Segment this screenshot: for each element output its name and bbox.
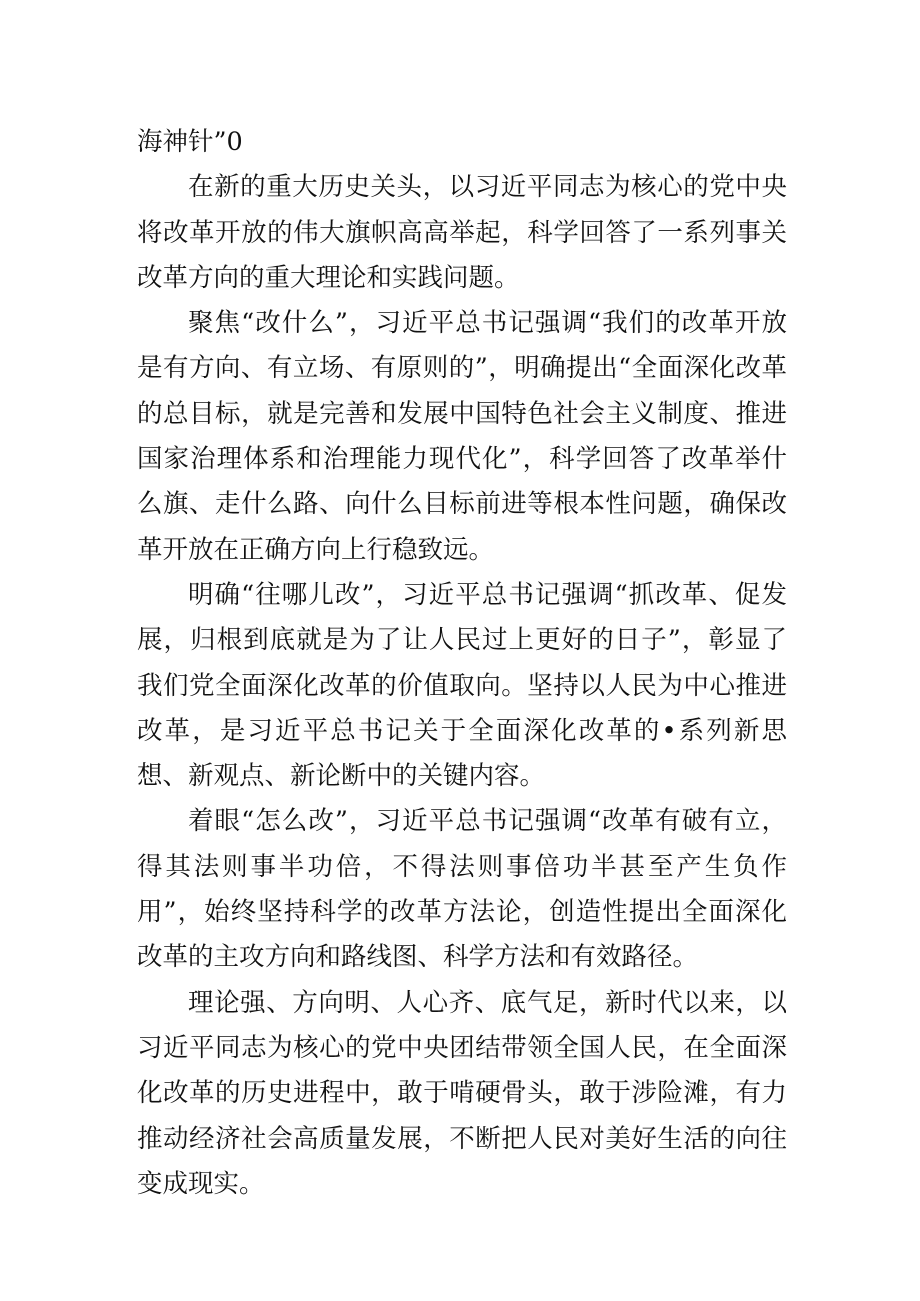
- paragraph-continuation: 海神针”0: [137, 127, 243, 157]
- paragraph-new-era: 理论强、方向明、人心齐、底气足，新时代以来，以习近平同志为核心的党中央团结带领全国人民，在全面深化改革的历史进程中，敢于啃硬骨头，敢于涉险滩，有力推动经济社会高质量发展，不断把人民对美好生活的向往变成现实。: [137, 987, 787, 1199]
- paragraph-what-to-reform: 聚焦“改什么”，习近平总书记强调“我们的改革开放是有方向、有立场、有原则的”，明确提出“全面深化改革的总目标，就是完善和发展中国特色社会主义制度、推进国家治理体系和治理能力现代化”，科学回答了改革举什么旗、走什么路、向什么目标前进等根本性问题，确保改革开放在正确方向上行稳致远。: [137, 308, 787, 565]
- paragraph-how-to-reform: 着眼“怎么改”，习近平总书记强调“改革有破有立，得其法则事半功倍，不得法则事倍功半甚至产生负作用”，始终坚持科学的改革方法论，创造性提出全面深化改革的主攻方向和路线图、科学方法和有效路径。: [137, 806, 787, 973]
- paragraph-historic-juncture: 在新的重大历史关头，以习近平同志为核心的党中央将改革开放的伟大旗帜高高举起，科学回答了一系列事关改革方向的重大理论和实践问题。: [137, 172, 787, 293]
- document-body: [137, 120, 787, 1207]
- paragraph-where-to-reform: 明确“往哪儿改”，习近平总书记强调“抓改革、促发展，归根到底就是为了让人民过上更好的日子”，彰显了我们党全面深化改革的价值取向。坚持以人民为中心推进改革，是习近平总书记关于全面深化改革的•系列新思想、新观点、新论断中的关键内容。: [137, 579, 787, 792]
